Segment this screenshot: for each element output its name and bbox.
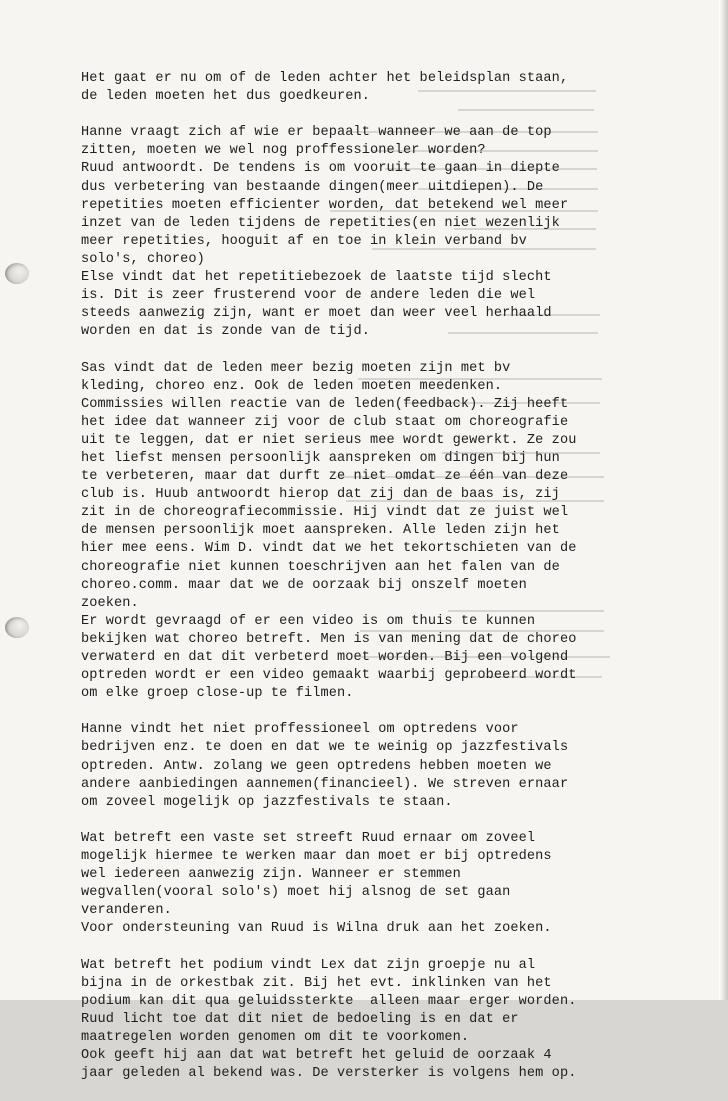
- text-line: zit in de choreografiecommissie. Hij vindt dat ze juist wel: [81, 505, 569, 521]
- text-line: om elke groep close-up te filmen.: [81, 686, 354, 702]
- paragraph-1: [81, 70, 641, 106]
- scan-edge-shadow: [719, 0, 728, 1000]
- text-line: de leden moeten het dus goedkeuren.: [81, 89, 371, 105]
- text-line: Wat betreft een vaste set streeft Ruud ernaar om zoveel: [81, 830, 536, 846]
- text-line: andere aanbiedingen aannemen(financieel). We streven ernaar: [81, 776, 569, 792]
- text-line: optreden. Antw. zolang we geen optredens hebben moeten we: [81, 758, 552, 774]
- text-line: Hanne vraagt zich af wie er bepaalt wanneer we aan de top: [81, 125, 552, 141]
- text-line: veranderen.: [81, 903, 172, 919]
- text-line: verwaterd en dat dit verbeterd moet worden. Bij een volgend: [81, 650, 569, 665]
- text-line: Commissies willen reactie van de leden(feedback). Zij heeft: [81, 396, 569, 412]
- text-line: zoeken.: [81, 595, 139, 611]
- text-line: optreden wordt er een video gemaakt waarbij geprobeerd wordt: [81, 668, 577, 684]
- text-line: solo's, choreo): [81, 251, 205, 267]
- paragraph-4: [81, 721, 641, 811]
- text-line: is. Dit is zeer frusterend voor de andere leden die wel: [81, 288, 536, 304]
- document-body: [81, 70, 641, 1101]
- text-line: bedrijven enz. te doen en dat we te weinig op jazzfestivals: [81, 740, 569, 756]
- text-line: hier mee eens. Wim D. vindt dat we het tekortschieten van de: [81, 541, 577, 557]
- text-line: podium kan dit qua geluidssterkte alleen maar erger worden.: [81, 993, 577, 1009]
- text-line: Voor ondersteuning van Ruud is Wilna druk aan het zoeken.: [81, 921, 552, 937]
- text-line: Sas vindt dat de leden meer bezig moeten zijn met bv: [81, 360, 511, 376]
- text-line: de mensen persoonlijk moet aanspreken. Alle leden zijn het: [81, 523, 560, 539]
- text-line: meer repetities, hooguit af en toe in klein verband bv: [81, 233, 527, 249]
- text-line: repetities moeten efficienter worden, dat betekend wel meer: [81, 197, 569, 213]
- text-line: jaar geleden al bekend was. De versterker is volgens hem op.: [81, 1066, 577, 1082]
- text-line: te verbeteren, maar dat durft ze niet omdat ze één van deze: [81, 469, 569, 485]
- text-line: Wat betreft het podium vindt Lex dat zijn groepje nu al: [81, 957, 536, 973]
- text-line: kleding, choreo enz. Ook de leden moeten meedenken.: [81, 378, 503, 394]
- text-line: het liefst mensen persoonlijk aanspreken om dingen bij hun: [81, 450, 560, 466]
- text-line: Ruud licht toe dat dit niet de bedoeling is en dat er: [81, 1011, 519, 1027]
- text-line: om zoveel mogelijk op jazzfestivals te staan.: [81, 794, 453, 810]
- punch-hole: [5, 617, 29, 638]
- text-line: choreo.comm. maar dat we de oorzaak bij onszelf moeten: [81, 577, 527, 593]
- text-line: club is. Huub antwoordt hierop dat zij dan de baas is, zij: [81, 487, 560, 503]
- text-line: bekijken wat choreo betreft. Men is van mening dat de choreo: [81, 631, 577, 647]
- text-line: Ruud antwoordt. De tendens is om vooruit te gaan in diepte: [81, 161, 560, 177]
- text-line: inzet van de leden tijdens de repetities(en niet wezenlijk: [81, 215, 560, 231]
- text-line: het idee dat wanneer zij voor de club staat om choreografie: [81, 414, 569, 430]
- paragraph-2: [81, 124, 641, 341]
- text-line: choreografie niet kunnen toeschrijven aan het falen van de: [81, 559, 560, 575]
- text-line: Ook geeft hij aan dat wat betreft het geluid de oorzaak 4: [81, 1048, 552, 1064]
- paragraph-5: [81, 830, 641, 939]
- text-line: Else vindt dat het repetitiebezoek de laatste tijd slecht: [81, 270, 552, 286]
- text-line: uit te leggen, dat er niet serieus mee wordt gewerkt. Ze zou: [81, 432, 577, 448]
- text-line: bijna in de orkestbak zit. Bij het evt. inklinken van het: [81, 975, 552, 991]
- text-line: Het gaat er nu om of de leden achter het beleidsplan staan,: [81, 71, 569, 86]
- text-line: wegvallen(vooral solo's) moet hij alsnog de set gaan: [81, 885, 511, 901]
- paragraph-3: [81, 360, 641, 704]
- punch-hole: [5, 263, 29, 284]
- text-line: maatregelen worden genomen om dit te voorkomen.: [81, 1029, 470, 1045]
- text-line: zitten, moeten we wel nog proffessioneler worden?: [81, 143, 486, 159]
- text-line: dus verbetering van bestaande dingen(meer uitdiepen). De: [81, 179, 544, 195]
- text-line: steeds aanwezig zijn, want er moet dan weer veel herhaald: [81, 306, 552, 322]
- text-line: wel iedereen aanwezig zijn. Wanneer er stemmen: [81, 867, 461, 883]
- text-line: Hanne vindt het niet proffessioneel om optredens voor: [81, 722, 519, 738]
- text-line: mogelijk hiermee te werken maar dan moet er bij optredens: [81, 849, 552, 865]
- text-line: Er wordt gevraagd of er een video is om thuis te kunnen: [81, 613, 536, 629]
- paragraph-6: [81, 957, 641, 1084]
- text-line: worden en dat is zonde van de tijd.: [81, 324, 371, 340]
